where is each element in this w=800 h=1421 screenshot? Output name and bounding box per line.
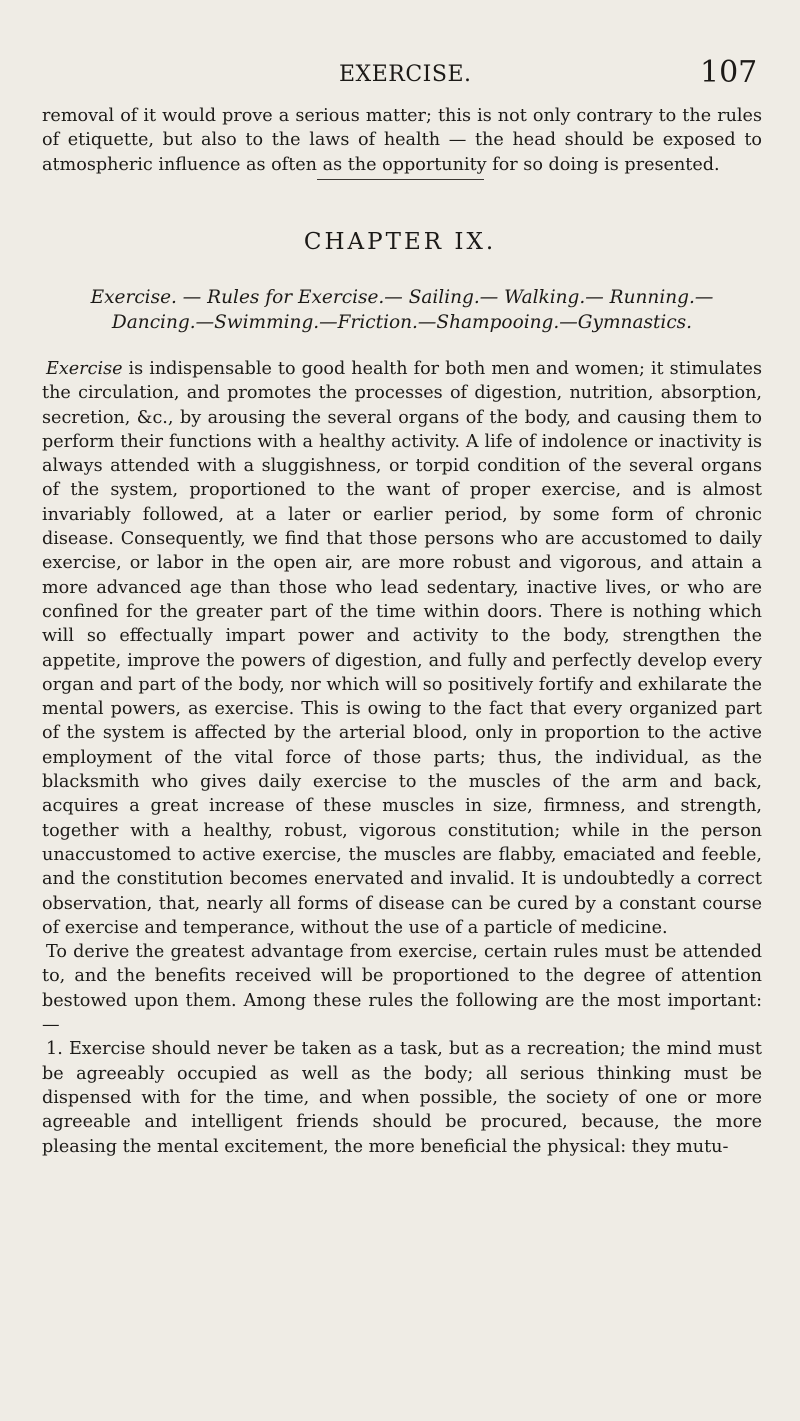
intro-paragraph (42, 104, 762, 177)
page-number: 107 (700, 55, 758, 90)
chapter-summary (42, 286, 762, 335)
chapter-title: CHAPTER IX. (303, 229, 497, 255)
intro-text: removal of it would prove a serious matter; this is not only contrary to the rules of etiquette, but also to the laws of health — the head should be exposed to atmospheric influence as often as the opportunity for so doing is presented. (42, 106, 762, 175)
paragraph-1-text: is indispensable to good health for both men and women; it stimulates the circulation, and promotes the processes of digestion, nutrition, absorption, secretion, &c., by arousing the several organs of the body, and causing them to perform their functions with a healthy activity. A life of indolence or inactivity is always attended with a sluggishness, or torpid condition of the several organs of the system, proportioned to the want of proper exercise, and is almost invariably followed, at a later or earlier period, by some form of chronic disease. Consequently, we find that those persons who are accustomed to daily exercise, or labor in the open air, are more robust and vigorous, and attain a more advanced age than those who lead sedentary, inactive lives, or who are confined for the greater part of the time within doors. There is nothing which will so effectually impart power and activity to the body, strengthen the appetite, improve the powers of digestion, and fully and perfectly develop every organ and part of the body, nor which will so positively fortify and exhilarate the mental powers, as exercise. This is owing to the fact that every organized part of the system is affected by the arterial blood, only in proportion to the active employment of the vital force of those parts; thus, the individual, as the blacksmith who gives daily exercise to the muscles of the arm and back, acquires a great increase of these muscles in size, firmness, and strength, together with a healthy, robust, vigorous constitution; while in the person unaccustomed to active exercise, the muscles are flabby, emaciated and feeble, and the constitution becomes enervated and invalid. It is undoubtedly a correct observation, that, nearly all forms of disease can be cured by a constant course of exercise and temperance, without the use of a particle of medicine. (42, 359, 762, 938)
body-paragraph-2: To derive the greatest advantage from exercise, certain rules must be attended to, and the benefits received will be proportioned to the degree of attention bestowed upon them. Among these rules the following are the most important: — (42, 942, 762, 1036)
chapter-summary-line-2: Dancing.—Swimming.—Friction.—Shampooing.—Gymnastics. (111, 311, 693, 333)
chapter-summary-line-1: Exercise. — Rules for Exercise.— Sailing.— Walking.— Running.— (90, 287, 714, 308)
running-title: EXERCISE. (339, 62, 472, 87)
paragraph-lead-word: Exercise (46, 359, 123, 379)
section-divider (317, 179, 484, 180)
body-paragraph-1 (42, 357, 762, 940)
chapter-body (42, 357, 762, 1159)
body-paragraph-3: 1. Exercise should never be taken as a task, but as a recreation; the mind must be agreeably occupied as well as the body; all serious thinking must be dispensed with for the time, and when possible, the society of one or more agreeable and intelligent friends should be procured, because, the more pleasing the mental excitement, the more beneficial the physical: they mutu- (42, 1039, 762, 1157)
